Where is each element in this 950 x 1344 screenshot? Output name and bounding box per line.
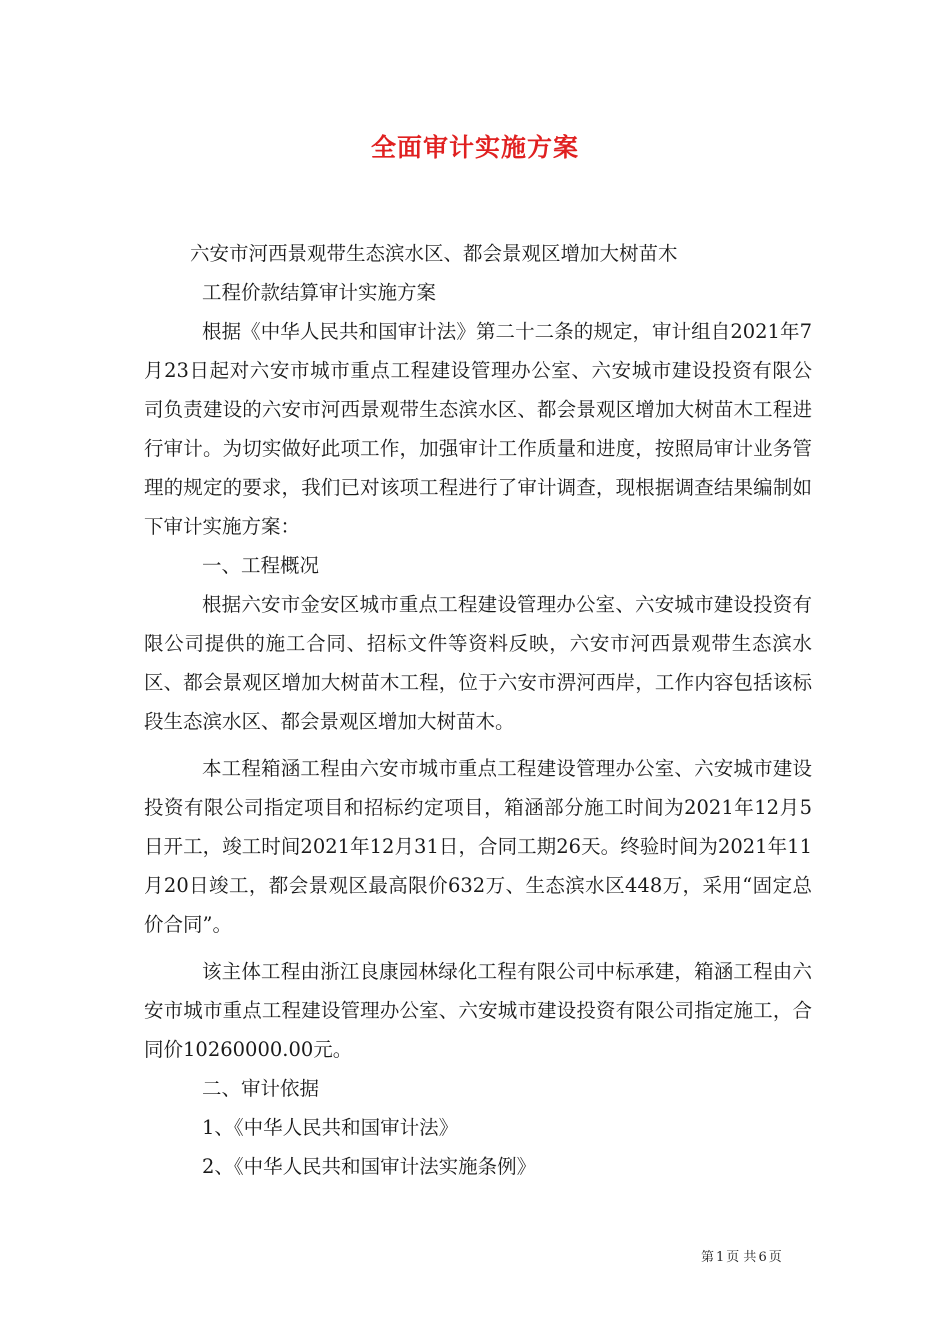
section-2-heading: 二、审计依据 — [202, 1077, 320, 1100]
basis-item-2: 2、《中华人民共和国审计法实施条例》 — [202, 1155, 537, 1178]
footer-suffix: 页 — [768, 1250, 782, 1265]
intro-paragraph: 根据《中华人民共和国审计法》第二十二条的规定，审计组自2021年7月23日起对六安市城市重点工程建设管理办公室、六安城市建设投资有限公司负责建设的六安市河西景观带生态滨水区、都会景观区增加大树苗木工程进行审计。为切实做好此项工作，加强审计工作质量和进度，按照局审计业务管理的规定的要求，我们已对该项工程进行了审计调查，现根据调查结果编制如下审计实施方案： — [144, 320, 812, 538]
subtitle-line-1: 六安市河西景观带生态滨水区、都会景观区增加大树苗木 — [190, 242, 678, 265]
document-body — [144, 234, 812, 1186]
footer-total-pages: 6 — [758, 1250, 767, 1265]
basis-item-1: 1、《中华人民共和国审计法》 — [202, 1116, 459, 1139]
footer-current-page: 1 — [716, 1250, 725, 1265]
subtitle-line-2: 工程价款结算审计实施方案 — [202, 281, 437, 304]
footer-prefix: 第 — [701, 1250, 715, 1265]
section-1-paragraph-2: 本工程箱涵工程由六安市城市重点工程建设管理办公室、六安城市建设投资有限公司指定项目和招标约定项目，箱涵部分施工时间为2021年12月5日开工，竣工时间2021年12月31日，合同工期26天。终验时间为2021年11月20日竣工，都会景观区最高限价632万、生态滨水区448万，采用“固定总价合同”。 — [144, 757, 812, 936]
section-1-paragraph-3: 该主体工程由浙江良康园林绿化工程有限公司中标承建，箱涵工程由六安市城市重点工程建设管理办公室、六安城市建设投资有限公司指定施工，合同价10260000.00元。 — [144, 960, 812, 1061]
page-footer — [700, 1246, 783, 1265]
footer-mid: 页 共 — [726, 1250, 757, 1265]
section-1-heading: 一、工程概况 — [202, 554, 320, 577]
document-title: 全面审计实施方案 — [370, 133, 579, 162]
section-1-paragraph-1: 根据六安市金安区城市重点工程建设管理办公室、六安城市建设投资有限公司提供的施工合同、招标文件等资料反映，六安市河西景观带生态滨水区、都会景观区增加大树苗木工程，位于六安市淠河西岸，工作内容包括该标段生态滨水区、都会景观区增加大树苗木。 — [144, 593, 812, 733]
